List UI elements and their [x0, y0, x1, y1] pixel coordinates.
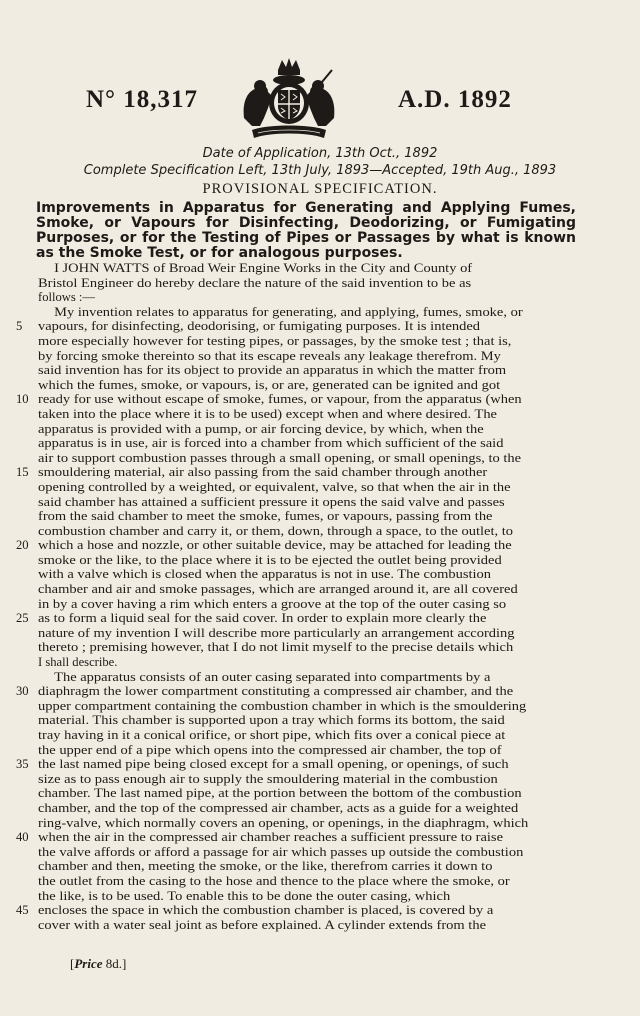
body-line [38, 480, 574, 495]
line-text: material. This chamber is supported upon a tray which forms its bottom, the said [38, 713, 505, 728]
body-line [38, 626, 574, 641]
date-of-application: Date of Application, 13th Oct., 1892 [202, 146, 438, 161]
line-number: 30 [16, 684, 29, 699]
price-label [70, 956, 126, 972]
line-number: 20 [16, 538, 29, 553]
patent-year: A.D. 1892 [398, 86, 512, 113]
body-line [38, 597, 574, 612]
body-line [38, 874, 574, 889]
complete-specification-dates: Complete Specification Left, 13th July, 1893—Accepted, 19th Aug., 1893 [83, 163, 557, 178]
line-text: when the air in the compressed air chamber reaches a sufficient pressure to raise [38, 830, 504, 845]
patent-number: N° 18,317 [86, 86, 199, 113]
body-line [38, 422, 574, 437]
line-text: thereto ; premising however, that I do not limit myself to the precise details which [38, 640, 514, 655]
line-text: in by a cover having a rim which enters a groove at the top of the outer casing so [38, 596, 507, 611]
body-line [38, 290, 574, 305]
body-line [16, 538, 574, 553]
line-text: the upper end of a pipe which opens into the compressed air chamber, the top of [38, 742, 502, 757]
body-line [38, 859, 574, 874]
body-line [38, 772, 574, 787]
line-text: vapours, for disinfecting, deodorising, or fumigating purposes. It is intended [38, 319, 481, 334]
body-line [38, 349, 574, 364]
body-line [38, 363, 574, 378]
body-line [38, 276, 574, 291]
body-line [38, 713, 574, 728]
line-text: ready for use without escape of smoke, fumes, or vapour, from the apparatus (when [38, 392, 522, 407]
body-line [16, 319, 574, 334]
line-text: the last named pipe being closed except for a small opening, or openings, of such [38, 757, 509, 772]
line-text: more especially however for testing pipes, or passages, by the smoke test ; that is, [38, 333, 512, 348]
price-open-bracket: [ [70, 956, 75, 971]
price-close-bracket: ] [122, 956, 127, 971]
body-line [38, 728, 574, 743]
line-text: follows :— [38, 290, 96, 305]
line-text: from the said chamber to meet the smoke, fumes, or vapours, passing from the [38, 509, 493, 524]
line-text: chamber, and the top of the compressed air chamber, acts as a guide for a weighted [38, 800, 519, 815]
line-text: smoke or the like, to the place where it is to be ejected the outlet being provided [38, 552, 502, 567]
body-line [38, 889, 574, 904]
body-line [38, 640, 574, 655]
price-amount: 8d. [102, 956, 122, 971]
line-text: diaphragm the lower compartment constituting a compressed air chamber, and the [38, 684, 514, 699]
line-text: as to form a liquid seal for the said cover. In order to explain more clearly the [38, 611, 487, 626]
line-number: 45 [16, 903, 29, 918]
line-text: apparatus is in use, air is forced into a chamber from which sufficient of the said [38, 436, 504, 451]
line-text: which the fumes, smoke, or vapours, is, or are, generated can be ignited and got [38, 377, 501, 392]
body-line [16, 392, 574, 407]
price-word: Price [74, 956, 103, 971]
line-text: the outlet from the casing to the hose and thence to the place where the smoke, or [38, 873, 510, 888]
body-line [38, 436, 574, 451]
body-line [38, 801, 574, 816]
body-line [38, 845, 574, 860]
body-line [38, 407, 574, 422]
line-text: upper compartment containing the combustion chamber in which is the smouldering [38, 698, 527, 713]
line-text: I JOHN WATTS of Broad Weir Engine Works in the City and County of [54, 261, 473, 275]
patent-title: Improvements in Apparatus for Generating and Applying Fumes, Smoke, or Vapours for Disinfecting, Deodorizing, or Fumigating Purposes, or for the Testing of Pipes or Passages by what is known as the Smoke Test, or for analogous purposes. [36, 200, 576, 261]
body-line [38, 670, 574, 685]
section-heading: PROVISIONAL SPECIFICATION. [202, 181, 438, 197]
body-line [38, 816, 574, 831]
line-number: 25 [16, 611, 29, 626]
body-line [38, 305, 574, 320]
line-text: with a valve which is closed when the apparatus is not in use. The combustion [38, 567, 492, 582]
line-text: said chamber has attained a sufficient pressure it opens the said valve and passes [38, 494, 505, 509]
body-line [38, 334, 574, 349]
body-line [38, 918, 574, 933]
line-text: which a hose and nozzle, or other suitable device, may be attached for leading the [38, 538, 512, 553]
line-number: 35 [16, 757, 29, 772]
royal-coat-of-arms-emblem [238, 56, 340, 140]
body-line [38, 495, 574, 510]
line-text: combustion chamber and carry it, or them, down, through a space, to the outlet, to [38, 523, 514, 538]
line-text: nature of my invention I will describe more particularly an arrangement according [38, 625, 515, 640]
line-text: the like, is to be used. To enable this to be done the outer casing, which [38, 888, 451, 903]
body-line [38, 567, 574, 582]
line-number: 15 [16, 465, 29, 480]
line-text: by forcing smoke thereinto so that its escape reveals any leakage therefrom. My [38, 348, 501, 363]
line-text: Bristol Engineer do hereby declare the nature of the said invention to be as [38, 275, 472, 290]
line-text: opening controlled by a weighted, or equivalent, valve, so that when the air in the [38, 479, 511, 494]
body-line [38, 261, 574, 276]
line-text: encloses the space in which the combustion chamber is placed, is covered by a [38, 903, 494, 918]
body-line [16, 611, 574, 626]
line-text: chamber and air and smoke passages, which are arranged around it, are all covered [38, 582, 518, 597]
line-text: ring-valve, which normally covers an opening, or openings, in the diaphragm, which [38, 815, 529, 830]
body-line [16, 903, 574, 918]
line-text: chamber. The last named pipe, at the portion between the bottom of the combustion [38, 786, 522, 801]
body-line [38, 553, 574, 568]
body-line [16, 465, 574, 480]
line-number: 10 [16, 392, 29, 407]
line-text: tray having in it a conical orifice, or short pipe, which fits over a conical piece at [38, 728, 506, 742]
line-text: said invention has for its object to provide an apparatus in which the matter from [38, 363, 507, 378]
body-line [38, 582, 574, 597]
body-line [38, 451, 574, 466]
line-text: chamber and then, meeting the smoke, or the like, therefrom carries it down to [38, 859, 493, 874]
body-line [16, 684, 574, 699]
line-text: apparatus is provided with a pump, or air forcing device, by which, when the [38, 421, 484, 436]
line-text: cover with a water seal joint as before explained. A cylinder extends from the [38, 917, 487, 932]
line-text: My invention relates to apparatus for generating, and applying, fumes, smoke, or [54, 304, 523, 319]
line-text: smouldering material, air also passing from the said chamber through another [38, 465, 488, 480]
line-number: 40 [16, 830, 29, 845]
body-line [38, 786, 574, 801]
body-line [38, 524, 574, 539]
line-text: I shall describe. [38, 655, 118, 670]
body-line [38, 509, 574, 524]
application-dates [64, 145, 576, 179]
body-line [16, 830, 574, 845]
body-line [38, 655, 574, 670]
line-text: taken into the place where it is to be used) except when and where desired. The [38, 406, 497, 421]
body-line [38, 699, 574, 714]
body-line [38, 378, 574, 393]
body-line [16, 757, 574, 772]
line-text: The apparatus consists of an outer casing separated into compartments by a [54, 669, 491, 684]
line-number: 5 [16, 319, 23, 334]
line-text: air to support combustion passes through a small opening, or small openings, to the [38, 450, 522, 465]
body-line [38, 743, 574, 758]
line-text: size as to pass enough air to supply the smouldering material in the combustion [38, 771, 498, 786]
specification-body [16, 261, 574, 932]
line-text: the valve affords or afford a passage for air which passes up outside the combustion [38, 844, 524, 859]
